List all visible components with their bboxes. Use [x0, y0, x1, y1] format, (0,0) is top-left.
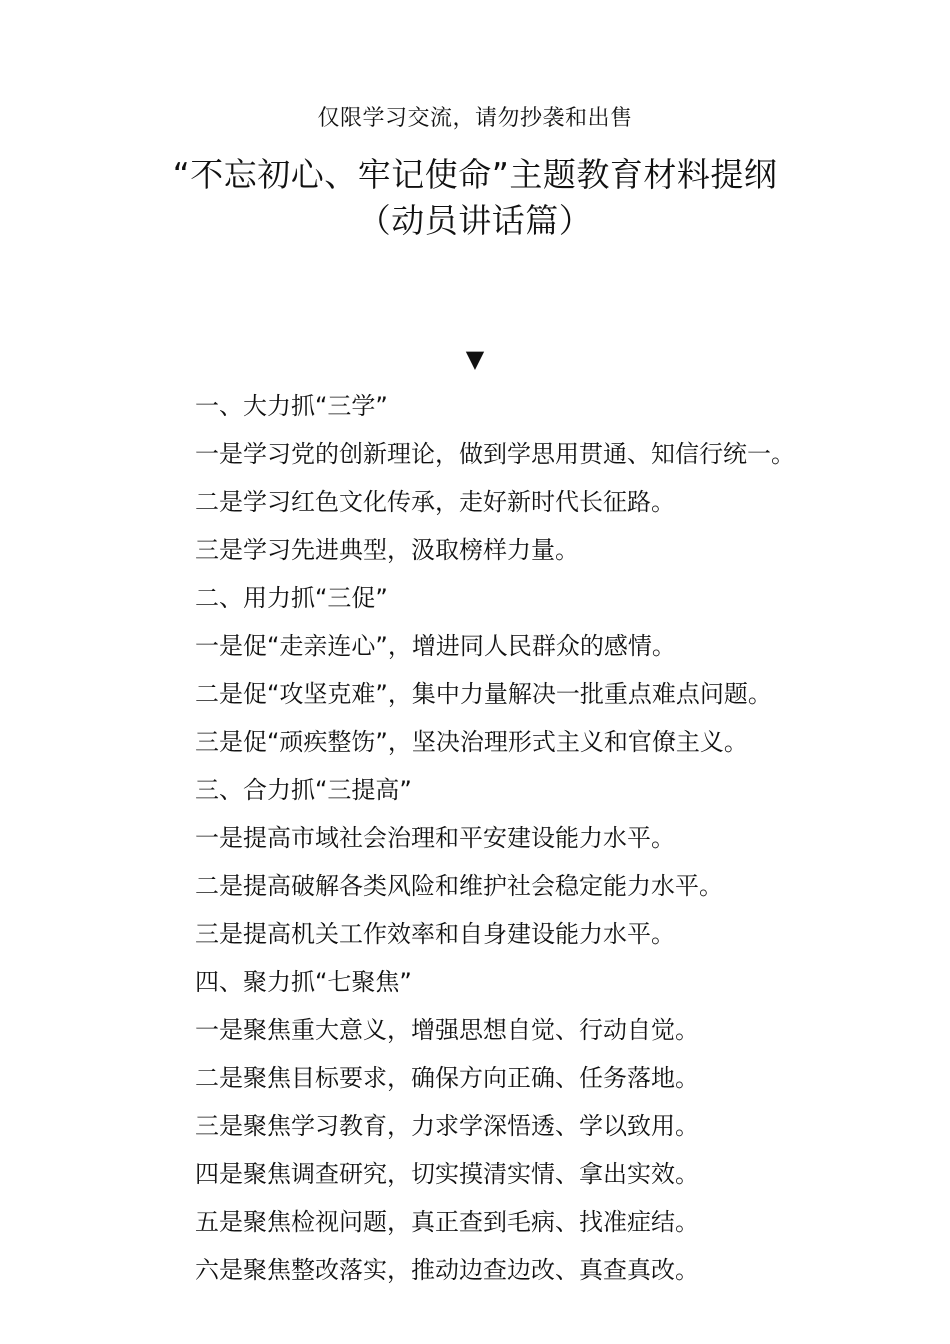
document-title-line-2: （动员讲话篇） [357, 201, 593, 240]
outline-heading: 一、大力抓“三学” [195, 392, 388, 420]
document-title [0, 152, 950, 244]
outline-item: 二是学习红色文化传承，走好新时代长征路。 [195, 488, 675, 516]
outline-item: 一是提高市域社会治理和平安建设能力水平。 [195, 824, 675, 852]
outline-item: 五是聚焦检视问题，真正查到毛病、找准症结。 [195, 1208, 699, 1236]
outline-item: 三是提高机关工作效率和自身建设能力水平。 [195, 920, 675, 948]
outline-item: 三是聚焦学习教育，力求学深悟透、学以致用。 [195, 1112, 699, 1140]
outline-item: 二是聚焦目标要求，确保方向正确、任务落地。 [195, 1064, 699, 1092]
outline-item: 六是聚焦整改落实，推动边查边改、真查真改。 [195, 1256, 699, 1284]
outline-item: 一是学习党的创新理论，做到学思用贯通、知信行统一。 [195, 440, 795, 468]
copyright-notice: 仅限学习交流，请勿抄袭和出售 [317, 106, 633, 131]
down-triangle-icon: ▼ [465, 345, 485, 373]
document-title-line-1: “不忘初心、牢记使命”主题教育材料提纲 [172, 155, 778, 194]
outline-heading: 三、合力抓“三提高” [195, 776, 412, 804]
outline-list [195, 386, 925, 1298]
outline-item: 二是提高破解各类风险和维护社会稳定能力水平。 [195, 872, 723, 900]
outline-item: 二是促“攻坚克难”，集中力量解决一批重点难点问题。 [195, 680, 772, 708]
outline-item: 一是促“走亲连心”，增进同人民群众的感情。 [195, 632, 676, 660]
outline-heading: 四、聚力抓“七聚焦” [195, 968, 412, 996]
outline-item: 一是聚焦重大意义，增强思想自觉、行动自觉。 [195, 1016, 699, 1044]
outline-item: 四是聚焦调查研究，切实摸清实情、拿出实效。 [195, 1160, 699, 1188]
outline-item: 三是促“顽疾整饬”，坚决治理形式主义和官僚主义。 [195, 728, 748, 756]
outline-heading: 二、用力抓“三促” [195, 584, 388, 612]
outline-item: 三是学习先进典型，汲取榜样力量。 [195, 536, 579, 564]
